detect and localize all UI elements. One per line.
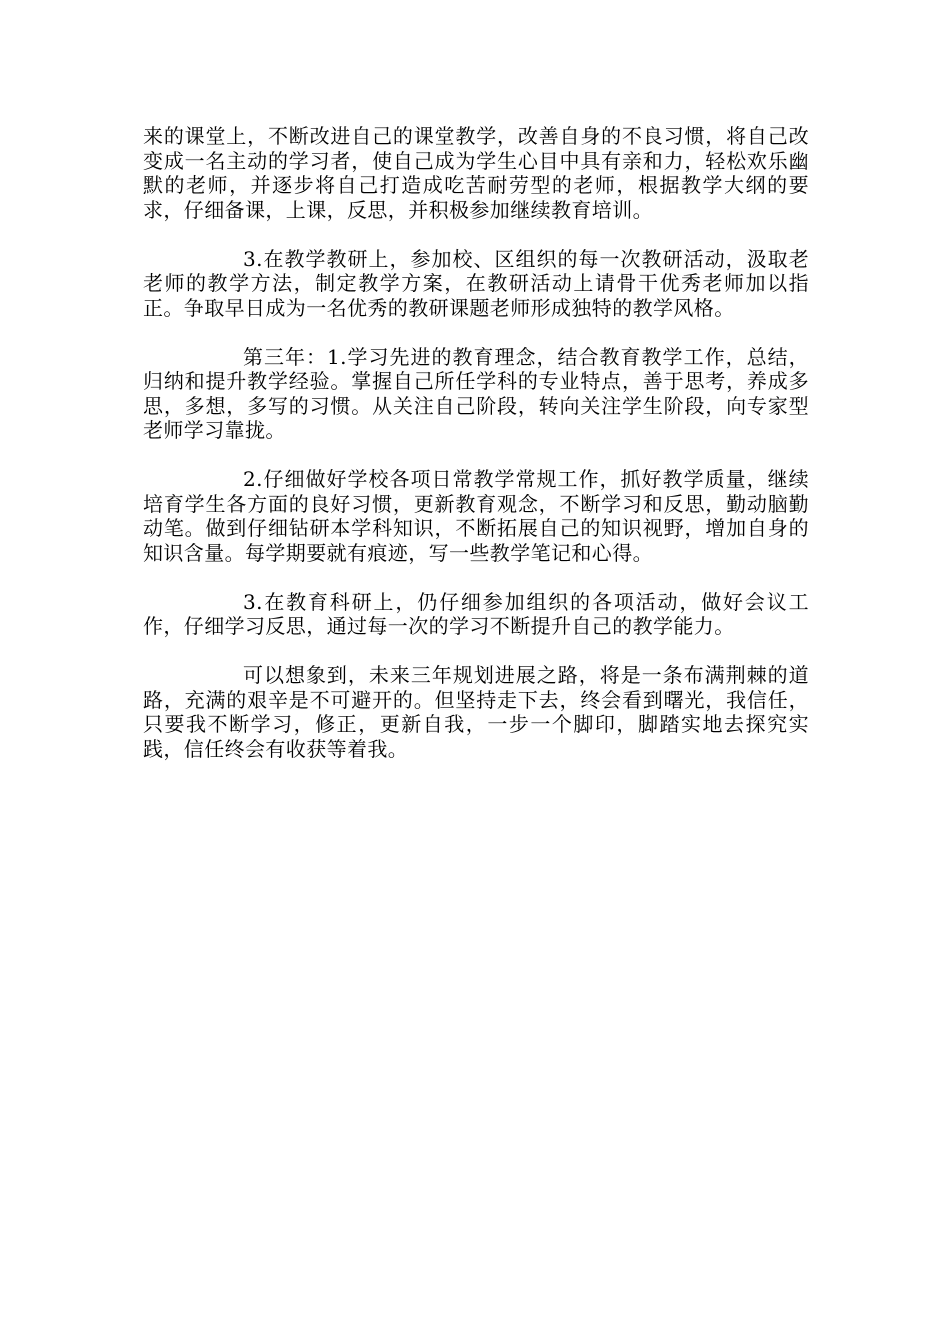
paragraph-continuation: 来的课堂上，不断改进自己的课堂教学，改善自身的不良习惯，将自己改变成一名主动的学习者，使自己成为学生心目中具有亲和力，轻松欢乐幽默的老师，并逐步将自己打造成吃苦耐劳型的老师，根据教学大纲的要求，仔细备课，上课，反思，并积极参加继续教育培训。 xyxy=(143,124,809,222)
document-body xyxy=(143,124,809,786)
paragraph-third-year-1: 第三年：1.学习先进的教育理念，结合教育教学工作，总结，归纳和提升教学经验。掌握自己所任学科的专业特点，善于思考，养成多思，多想，多写的习惯。从关注自己阶段，转向关注学生阶段，向专家型老师学习靠拢。 xyxy=(143,344,809,442)
paragraph-third-year-2: 2.仔细做好学校各项日常教学常规工作，抓好教学质量，继续培育学生各方面的良好习惯，更新教育观念，不断学习和反思，勤动脑勤动笔。做到仔细钻研本学科知识，不断拓展自己的知识视野，增加自身的知识含量。每学期要就有痕迹，写一些教学笔记和心得。 xyxy=(143,467,809,565)
paragraph-teaching-research: 3.在教学教研上，参加校、区组织的每一次教研活动，汲取老老师的教学方法，制定教学方案，在教研活动上请骨干优秀老师加以指正。争取早日成为一名优秀的教研课题老师形成独特的教学风格。 xyxy=(143,246,809,320)
paragraph-third-year-3: 3.在教育科研上，仍仔细参加组织的各项活动，做好会议工作，仔细学习反思，通过每一次的学习不断提升自己的教学能力。 xyxy=(143,589,809,638)
paragraph-conclusion: 可以想象到，未来三年规划进展之路，将是一条布满荆棘的道路，充满的艰辛是不可避开的。但坚持走下去，终会看到曙光，我信任，只要我不断学习，修正，更新自我，一步一个脚印，脚踏实地去探究实践，信任终会有收获等着我。 xyxy=(143,663,809,761)
